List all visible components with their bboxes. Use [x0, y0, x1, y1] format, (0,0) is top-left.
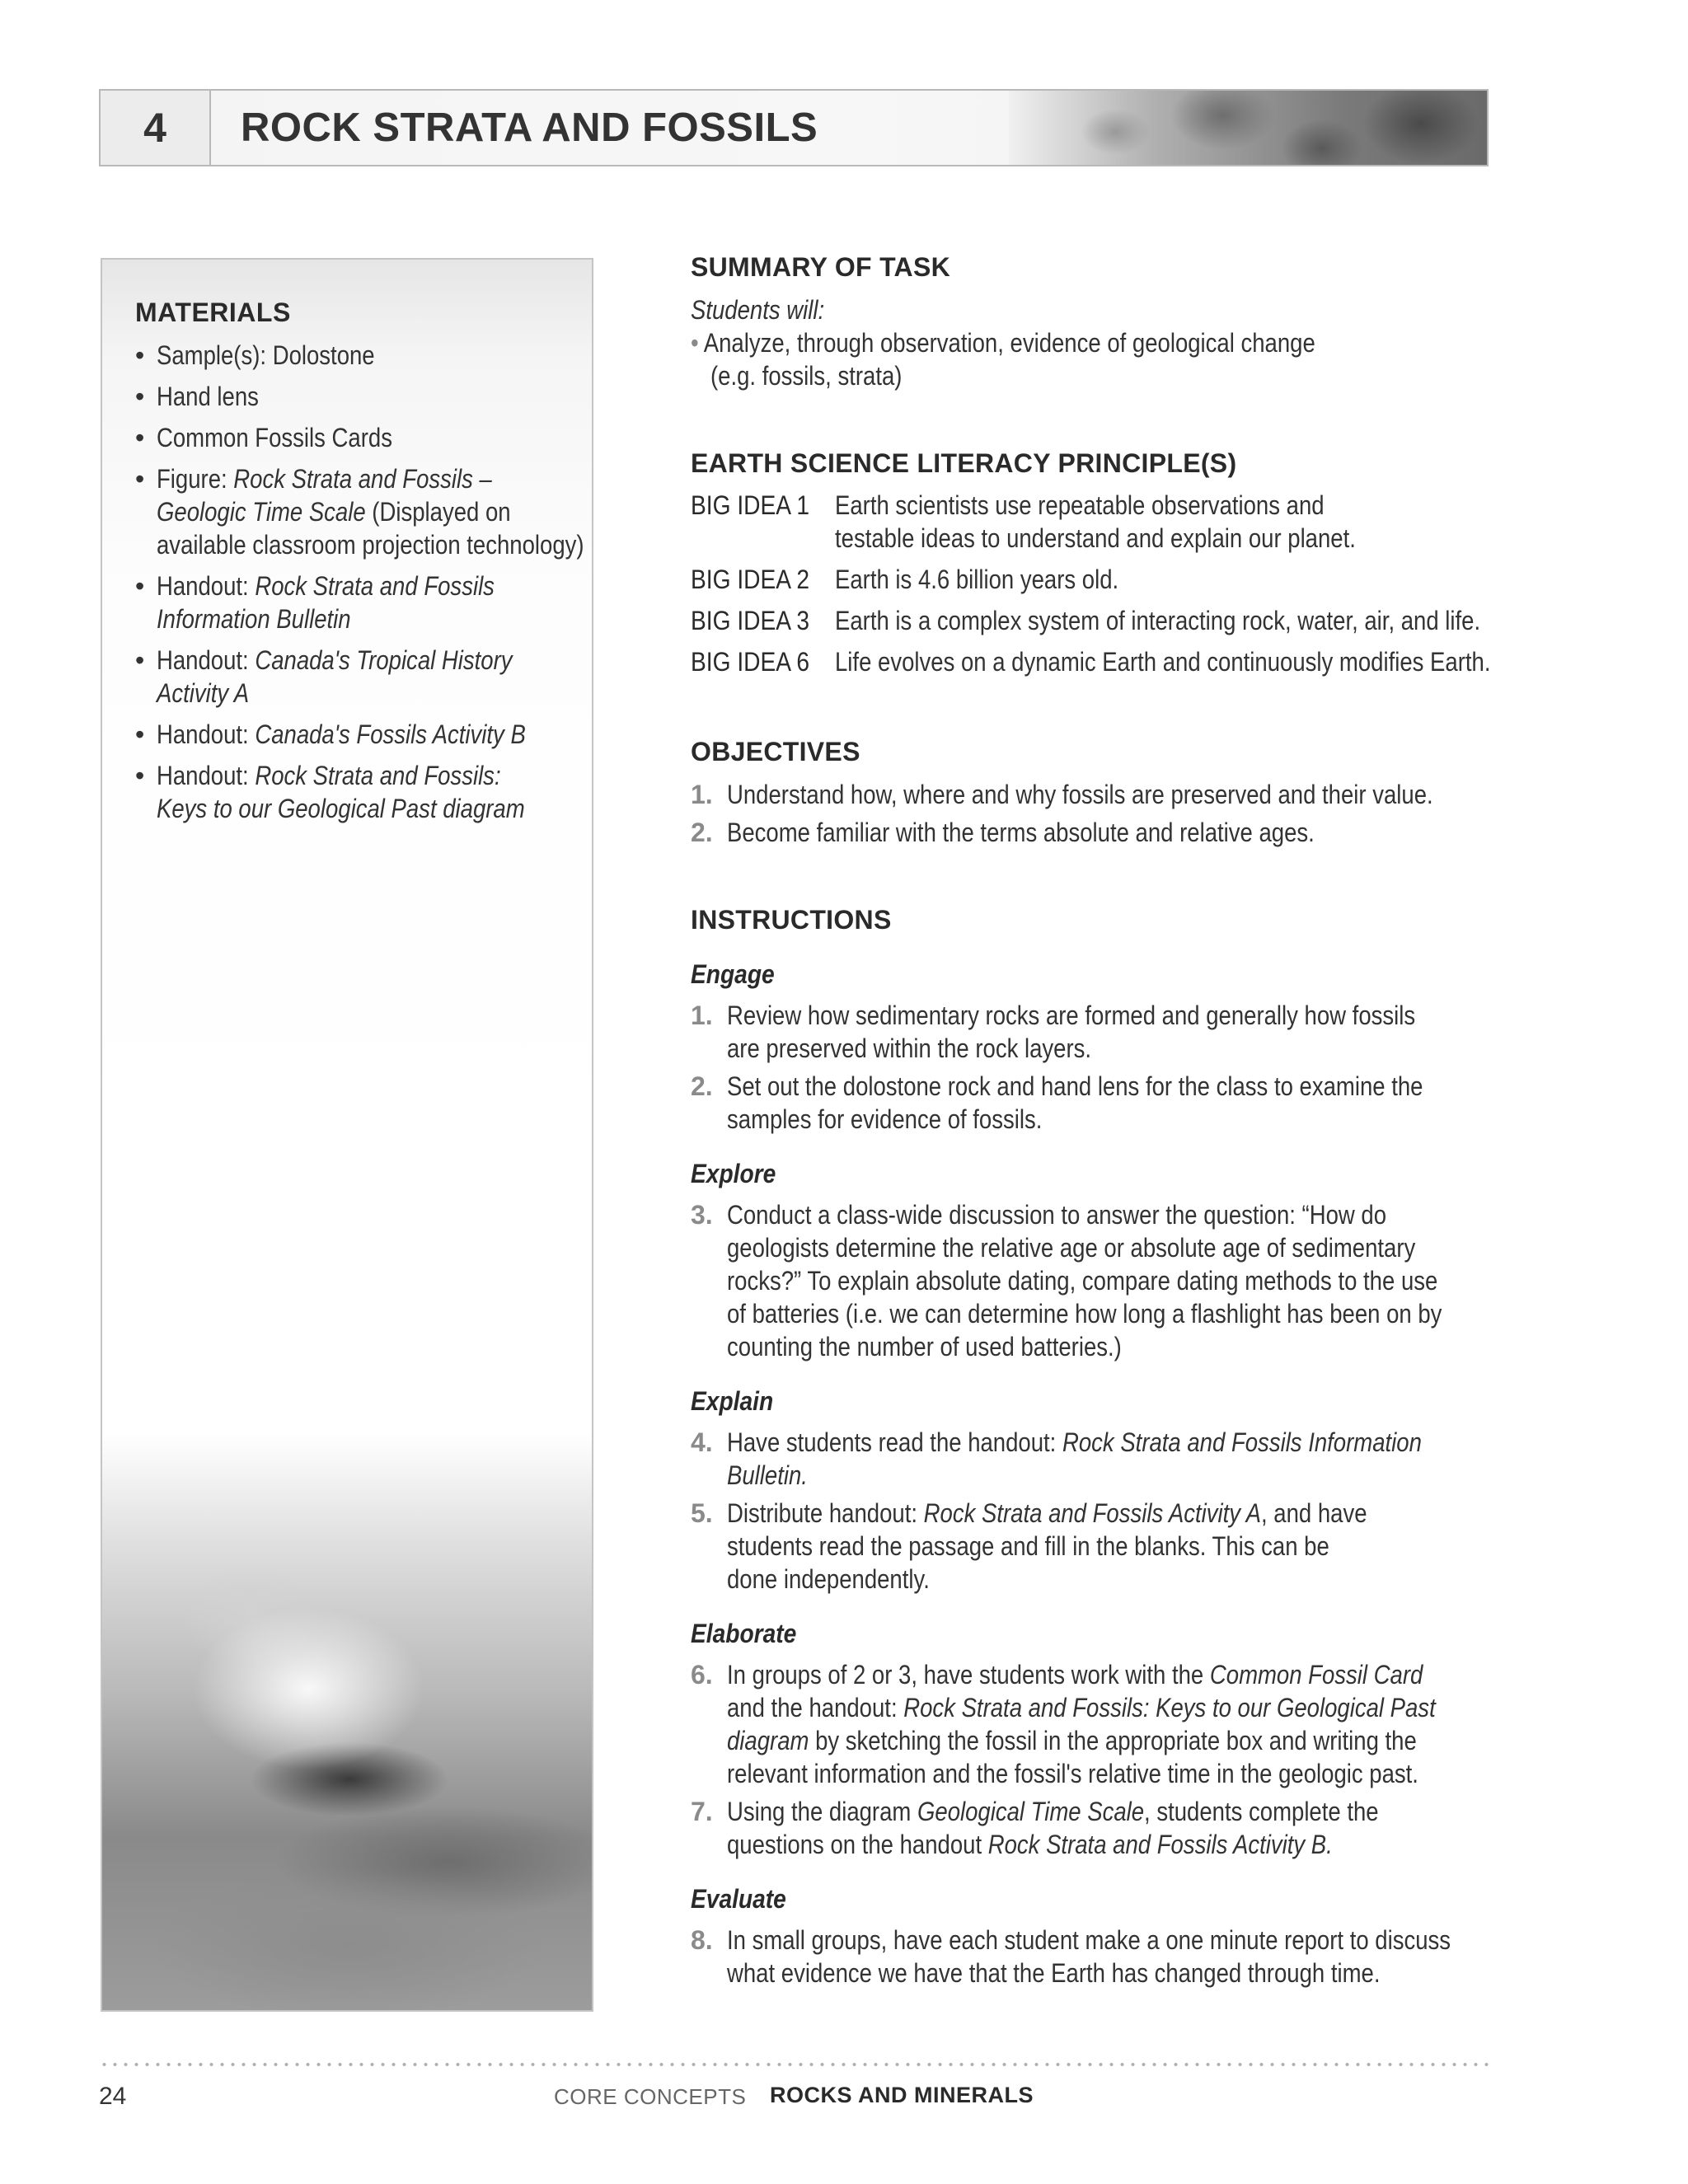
step-text: relevant information and the fossil's relative time in the geologic past. [727, 1759, 1418, 1788]
step-number: 6. [691, 1660, 713, 1690]
elaborate-heading: Elaborate [691, 1619, 797, 1648]
step-number: 4. [691, 1427, 713, 1457]
step-number: 8. [691, 1925, 713, 1955]
big-idea-text: Earth is a complex system of interacting rock, water, air, and life. [835, 606, 1481, 635]
material-item: • Handout: Canada's Tropical History Activity A [135, 644, 593, 710]
material-item: • Handout: Canada's Fossils Activity B [135, 718, 593, 751]
objectives-heading: OBJECTIVES [691, 737, 860, 766]
material-item: • Hand lens [135, 380, 593, 413]
step-text: are preserved within the rock layers. [727, 1033, 1092, 1063]
big-idea-label: BIG IDEA 3 [691, 606, 809, 635]
step-number: 2. [691, 1071, 713, 1101]
step-text: In small groups, have each student make a one minute report to discuss [727, 1925, 1451, 1955]
material-item: • Figure: Rock Strata and Fossils – Geologic Time Scale (Displayed on available classroom projection technology) [135, 462, 593, 561]
step-text: students read the passage and fill in the blanks. This can be [727, 1531, 1329, 1561]
step-number: 7. [691, 1797, 713, 1826]
big-idea-text: Earth is 4.6 billion years old. [835, 565, 1119, 594]
summary-bullet-cont: (e.g. fossils, strata) [710, 361, 903, 391]
footer-book-title: CORE CONCEPTS [554, 2084, 747, 2109]
explain-heading: Explain [691, 1386, 774, 1416]
materials-list [135, 339, 593, 833]
summary-heading: SUMMARY OF TASK [691, 252, 951, 282]
chapter-number: 4 [101, 91, 211, 165]
step-text: Review how sedimentary rocks are formed and generally how fossils [727, 1001, 1416, 1030]
big-idea-label: BIG IDEA 6 [691, 647, 809, 677]
material-item: • Sample(s): Dolostone [135, 339, 593, 372]
crystal-rock-photo [102, 1433, 592, 2010]
step-text: samples for evidence of fossils. [727, 1104, 1043, 1134]
big-idea-text: testable ideas to understand and explain our planet. [835, 523, 1356, 553]
step-text: counting the number of used batteries.) [727, 1332, 1122, 1361]
step-text: Bulletin. [727, 1460, 808, 1490]
step-number: 3. [691, 1200, 713, 1230]
evaluate-heading: Evaluate [691, 1884, 786, 1914]
step-text: what evidence we have that the Earth has changed through time. [727, 1958, 1381, 1988]
step-text: geologists determine the relative age or absolute age of sedimentary [727, 1233, 1416, 1263]
big-idea-label: BIG IDEA 2 [691, 565, 809, 594]
material-item: • Handout: Rock Strata and Fossils Information Bulletin [135, 569, 593, 635]
step-number: 1. [691, 1001, 713, 1030]
chapter-title: ROCK STRATA AND FOSSILS [241, 105, 818, 150]
explore-heading: Explore [691, 1159, 776, 1188]
objective-number: 2. [691, 818, 713, 847]
step-text: rocks?” To explain absolute dating, compare dating methods to the use [727, 1266, 1438, 1296]
summary-bullet: • Analyze, through observation, evidence of geological change [691, 328, 1315, 358]
step-text: Have students read the handout: Rock Strata and Fossils Information [727, 1427, 1422, 1457]
step-text: Using the diagram Geological Time Scale, students complete the [727, 1797, 1379, 1826]
step-text: of batteries (i.e. we can determine how long a flashlight has been on by [727, 1299, 1442, 1329]
step-text: In groups of 2 or 3, have students work with the Common Fossil Card [727, 1660, 1423, 1690]
big-idea-text: Life evolves on a dynamic Earth and continuously modifies Earth. [835, 647, 1491, 677]
materials-sidebar [101, 258, 593, 2012]
summary-intro: Students will: [691, 295, 825, 325]
engage-heading: Engage [691, 959, 775, 989]
step-text: Set out the dolostone rock and hand lens for the class to examine the [727, 1071, 1423, 1101]
big-idea-label: BIG IDEA 1 [691, 490, 809, 520]
step-text: and the handout: Rock Strata and Fossils: Keys to our Geological Past [727, 1693, 1436, 1722]
step-text: Conduct a class-wide discussion to answer the question: “How do [727, 1200, 1387, 1230]
material-item: • Common Fossils Cards [135, 421, 593, 454]
chapter-header [99, 89, 1489, 166]
objective-text: Become familiar with the terms absolute and relative ages. [727, 818, 1315, 847]
footer-section-title: ROCKS AND MINERALS [770, 2083, 1034, 2107]
material-item: • Handout: Rock Strata and Fossils: Keys to our Geological Past diagram [135, 759, 593, 825]
page-number: 24 [99, 2083, 127, 2110]
step-text: done independently. [727, 1564, 930, 1594]
big-idea-text: Earth scientists use repeatable observations and [835, 490, 1325, 520]
instructions-heading: INSTRUCTIONS [691, 905, 892, 935]
step-text: Distribute handout: Rock Strata and Fossils Activity A, and have [727, 1498, 1367, 1528]
step-text: questions on the handout Rock Strata and Fossils Activity B. [727, 1830, 1333, 1859]
header-rock-image [1009, 91, 1487, 165]
objective-number: 1. [691, 780, 713, 809]
step-number: 5. [691, 1498, 713, 1528]
objective-text: Understand how, where and why fossils are preserved and their value. [727, 780, 1433, 809]
step-text: diagram by sketching the fossil in the appropriate box and writing the [727, 1726, 1417, 1755]
footer-divider [99, 2063, 1489, 2066]
principles-heading: EARTH SCIENCE LITERACY PRINCIPLE(S) [691, 448, 1237, 478]
materials-heading: MATERIALS [135, 298, 291, 327]
